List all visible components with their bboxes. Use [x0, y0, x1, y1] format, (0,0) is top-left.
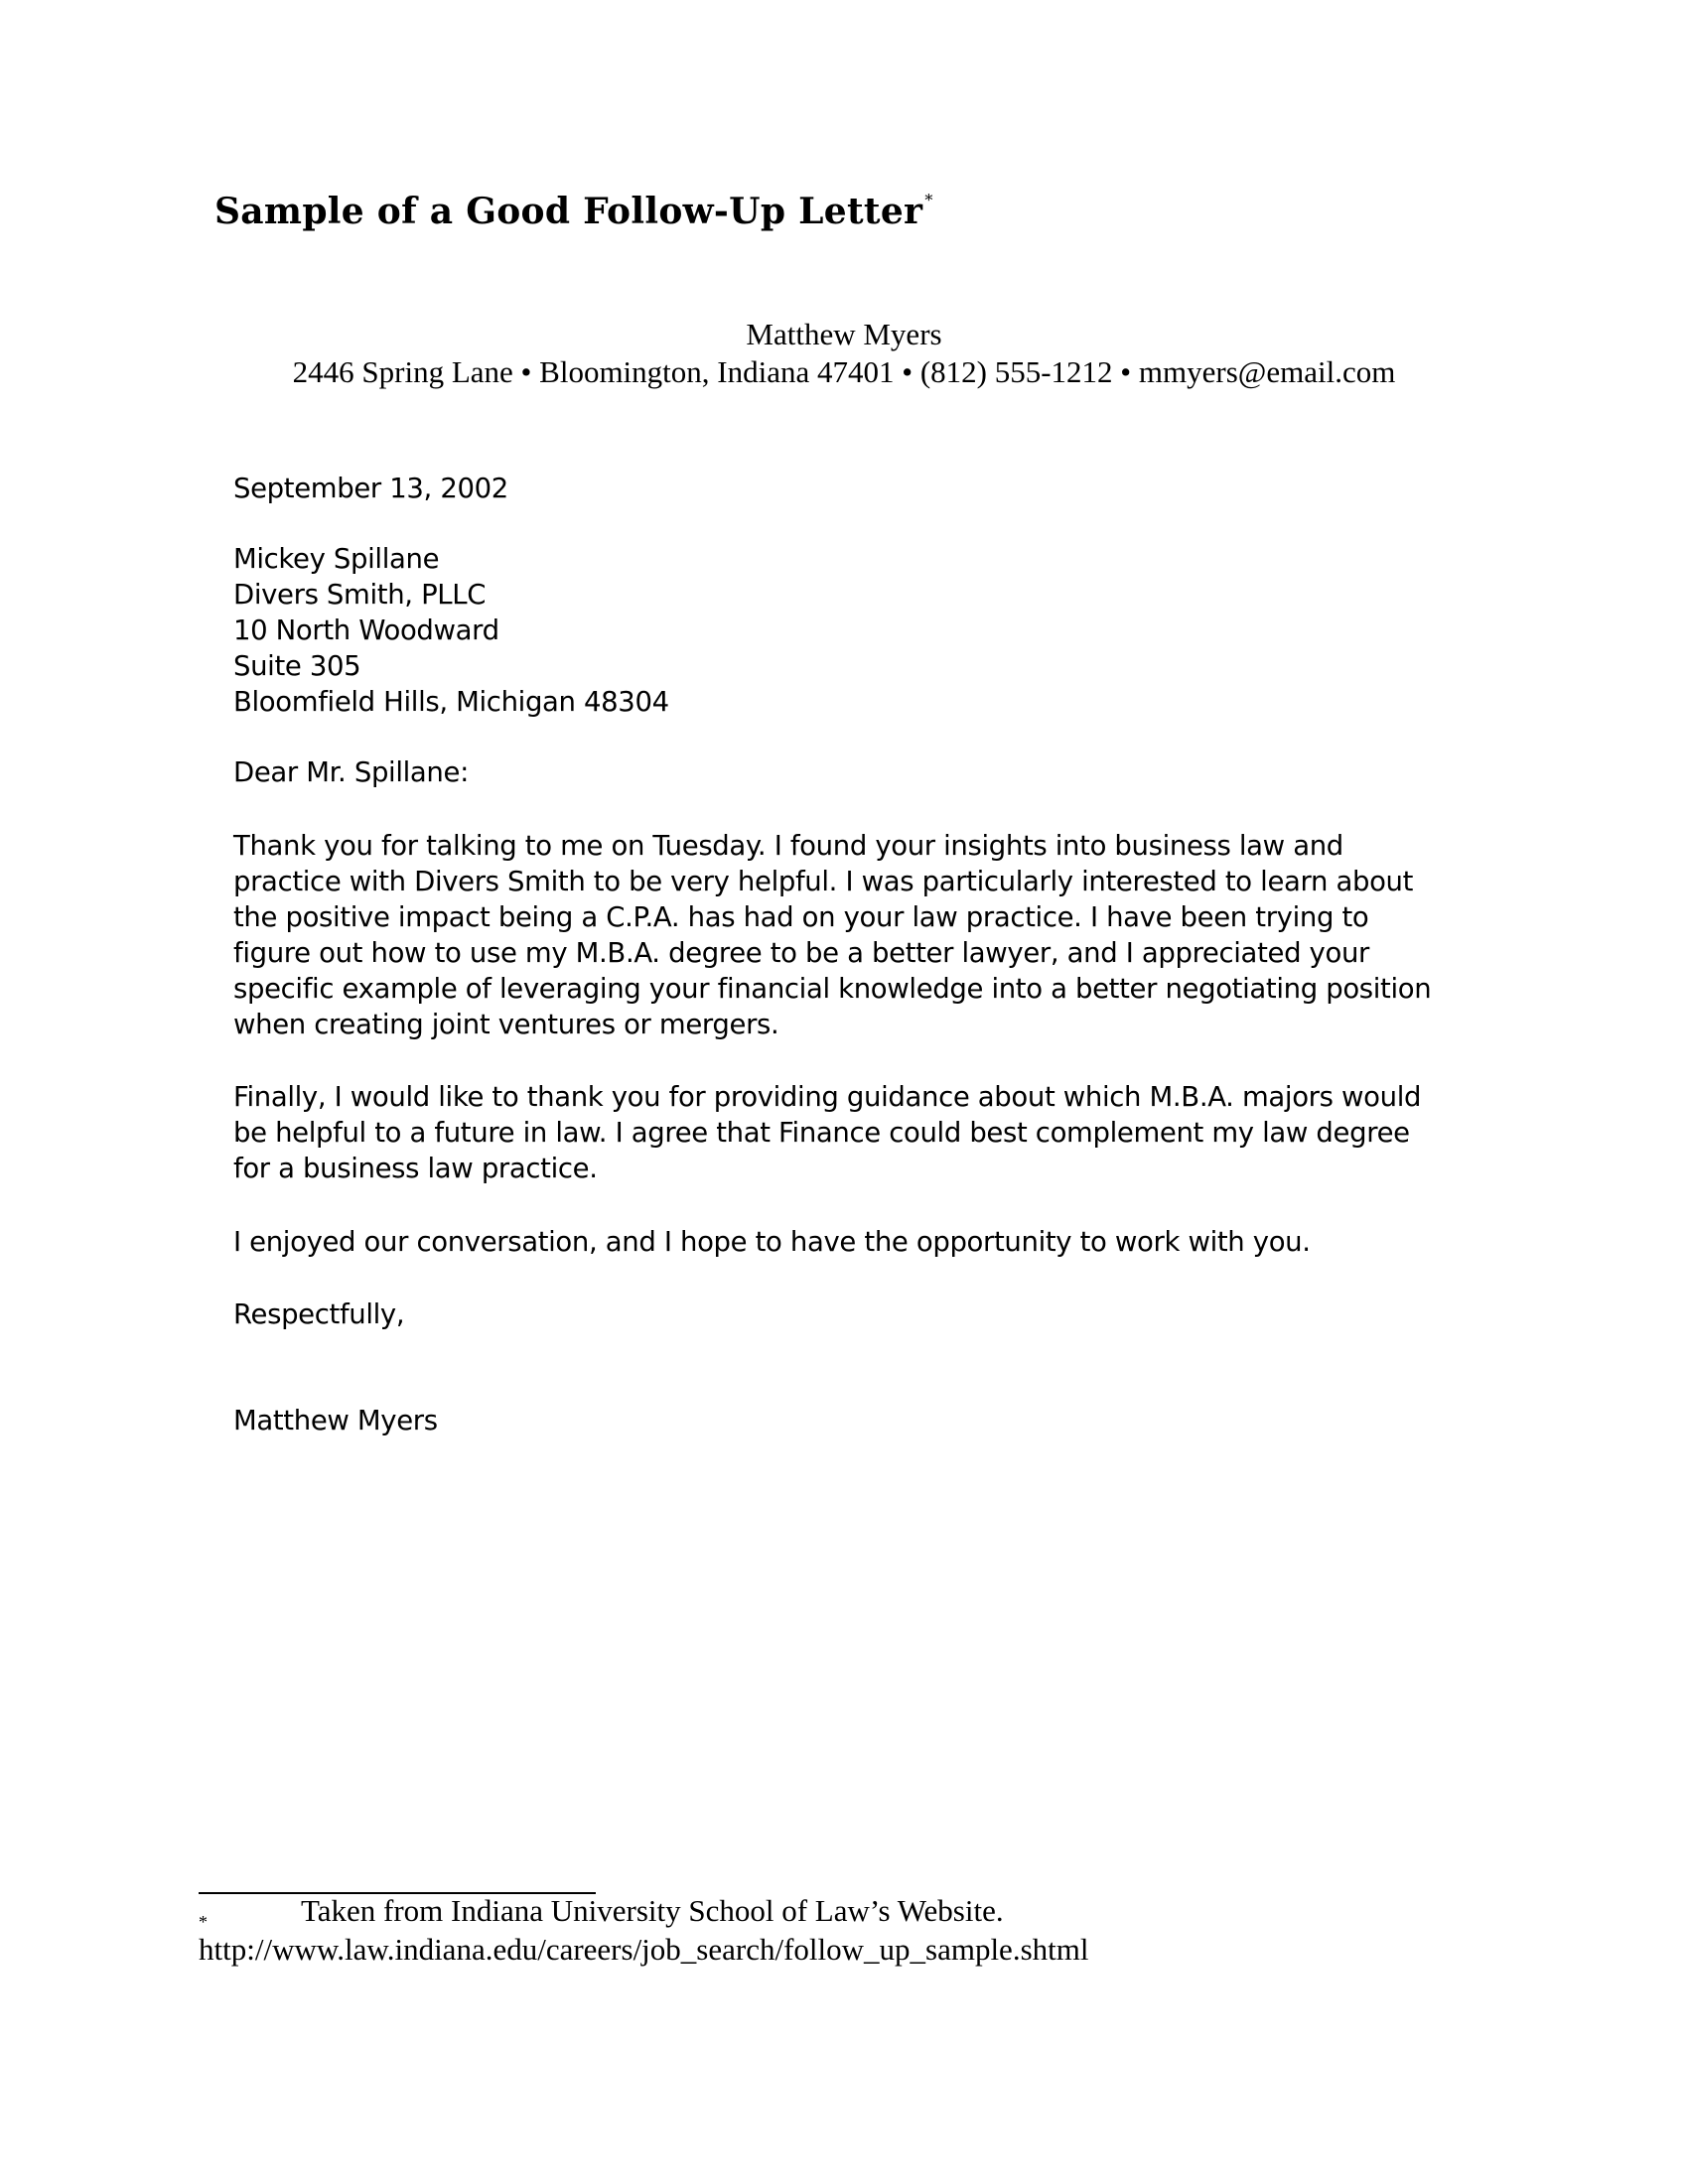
paragraph-line: I enjoyed our conversation, and I hope to have the opportunity to work with you. [233, 1226, 1311, 1258]
footnote-text: Taken from Indiana University School of Law’s Website. [301, 1893, 1004, 1928]
closing: Respectfully, [233, 1298, 405, 1330]
paragraph-line: specific example of leveraging your financial knowledge into a better negotiating position [233, 973, 1432, 1005]
salutation: Dear Mr. Spillane: [233, 756, 469, 788]
recipient-address-block [233, 541, 669, 720]
body-paragraph-2 [233, 1079, 1421, 1186]
recipient-street: 10 North Woodward [233, 614, 499, 646]
paragraph-line: practice with Divers Smith to be very helpful. I was particularly interested to learn about [233, 866, 1414, 897]
paragraph-line: when creating joint ventures or mergers. [233, 1009, 779, 1040]
letterhead-name: Matthew Myers [746, 317, 942, 351]
paragraph-line: for a business law practice. [233, 1153, 598, 1184]
title-footnote-mark: * [924, 191, 933, 209]
letter-date: September 13, 2002 [233, 473, 508, 504]
footnote-url: http://www.law.indiana.edu/careers/job_search/follow_up_sample.shtml [199, 1932, 1089, 1967]
recipient-suite: Suite 305 [233, 650, 361, 682]
body-paragraph-3 [233, 1224, 1311, 1260]
recipient-city-state-zip: Bloomfield Hills, Michigan 48304 [233, 686, 669, 718]
recipient-name: Mickey Spillane [233, 543, 440, 575]
paragraph-line: figure out how to use my M.B.A. degree to be a better lawyer, and I appreciated your [233, 937, 1369, 969]
title-text: Sample of a Good Follow-Up Letter [214, 191, 923, 232]
body-paragraph-1 [233, 828, 1431, 1042]
recipient-firm: Divers Smith, PLLC [233, 579, 487, 611]
page-title [214, 191, 933, 232]
footnote-mark: * [199, 1912, 208, 1932]
paragraph-line: the positive impact being a C.P.A. has had on your law practice. I have been trying to [233, 901, 1369, 933]
letterhead-contact-line: 2446 Spring Lane • Bloomington, Indiana 47401 • (812) 555-1212 • mmyers@email.com [292, 354, 1396, 389]
signature-name: Matthew Myers [233, 1405, 438, 1436]
paragraph-line: Thank you for talking to me on Tuesday. I found your insights into business law and [233, 830, 1343, 862]
paragraph-line: be helpful to a future in law. I agree that Finance could best complement my law degree [233, 1117, 1410, 1149]
paragraph-line: Finally, I would like to thank you for providing guidance about which M.B.A. majors would [233, 1081, 1422, 1113]
